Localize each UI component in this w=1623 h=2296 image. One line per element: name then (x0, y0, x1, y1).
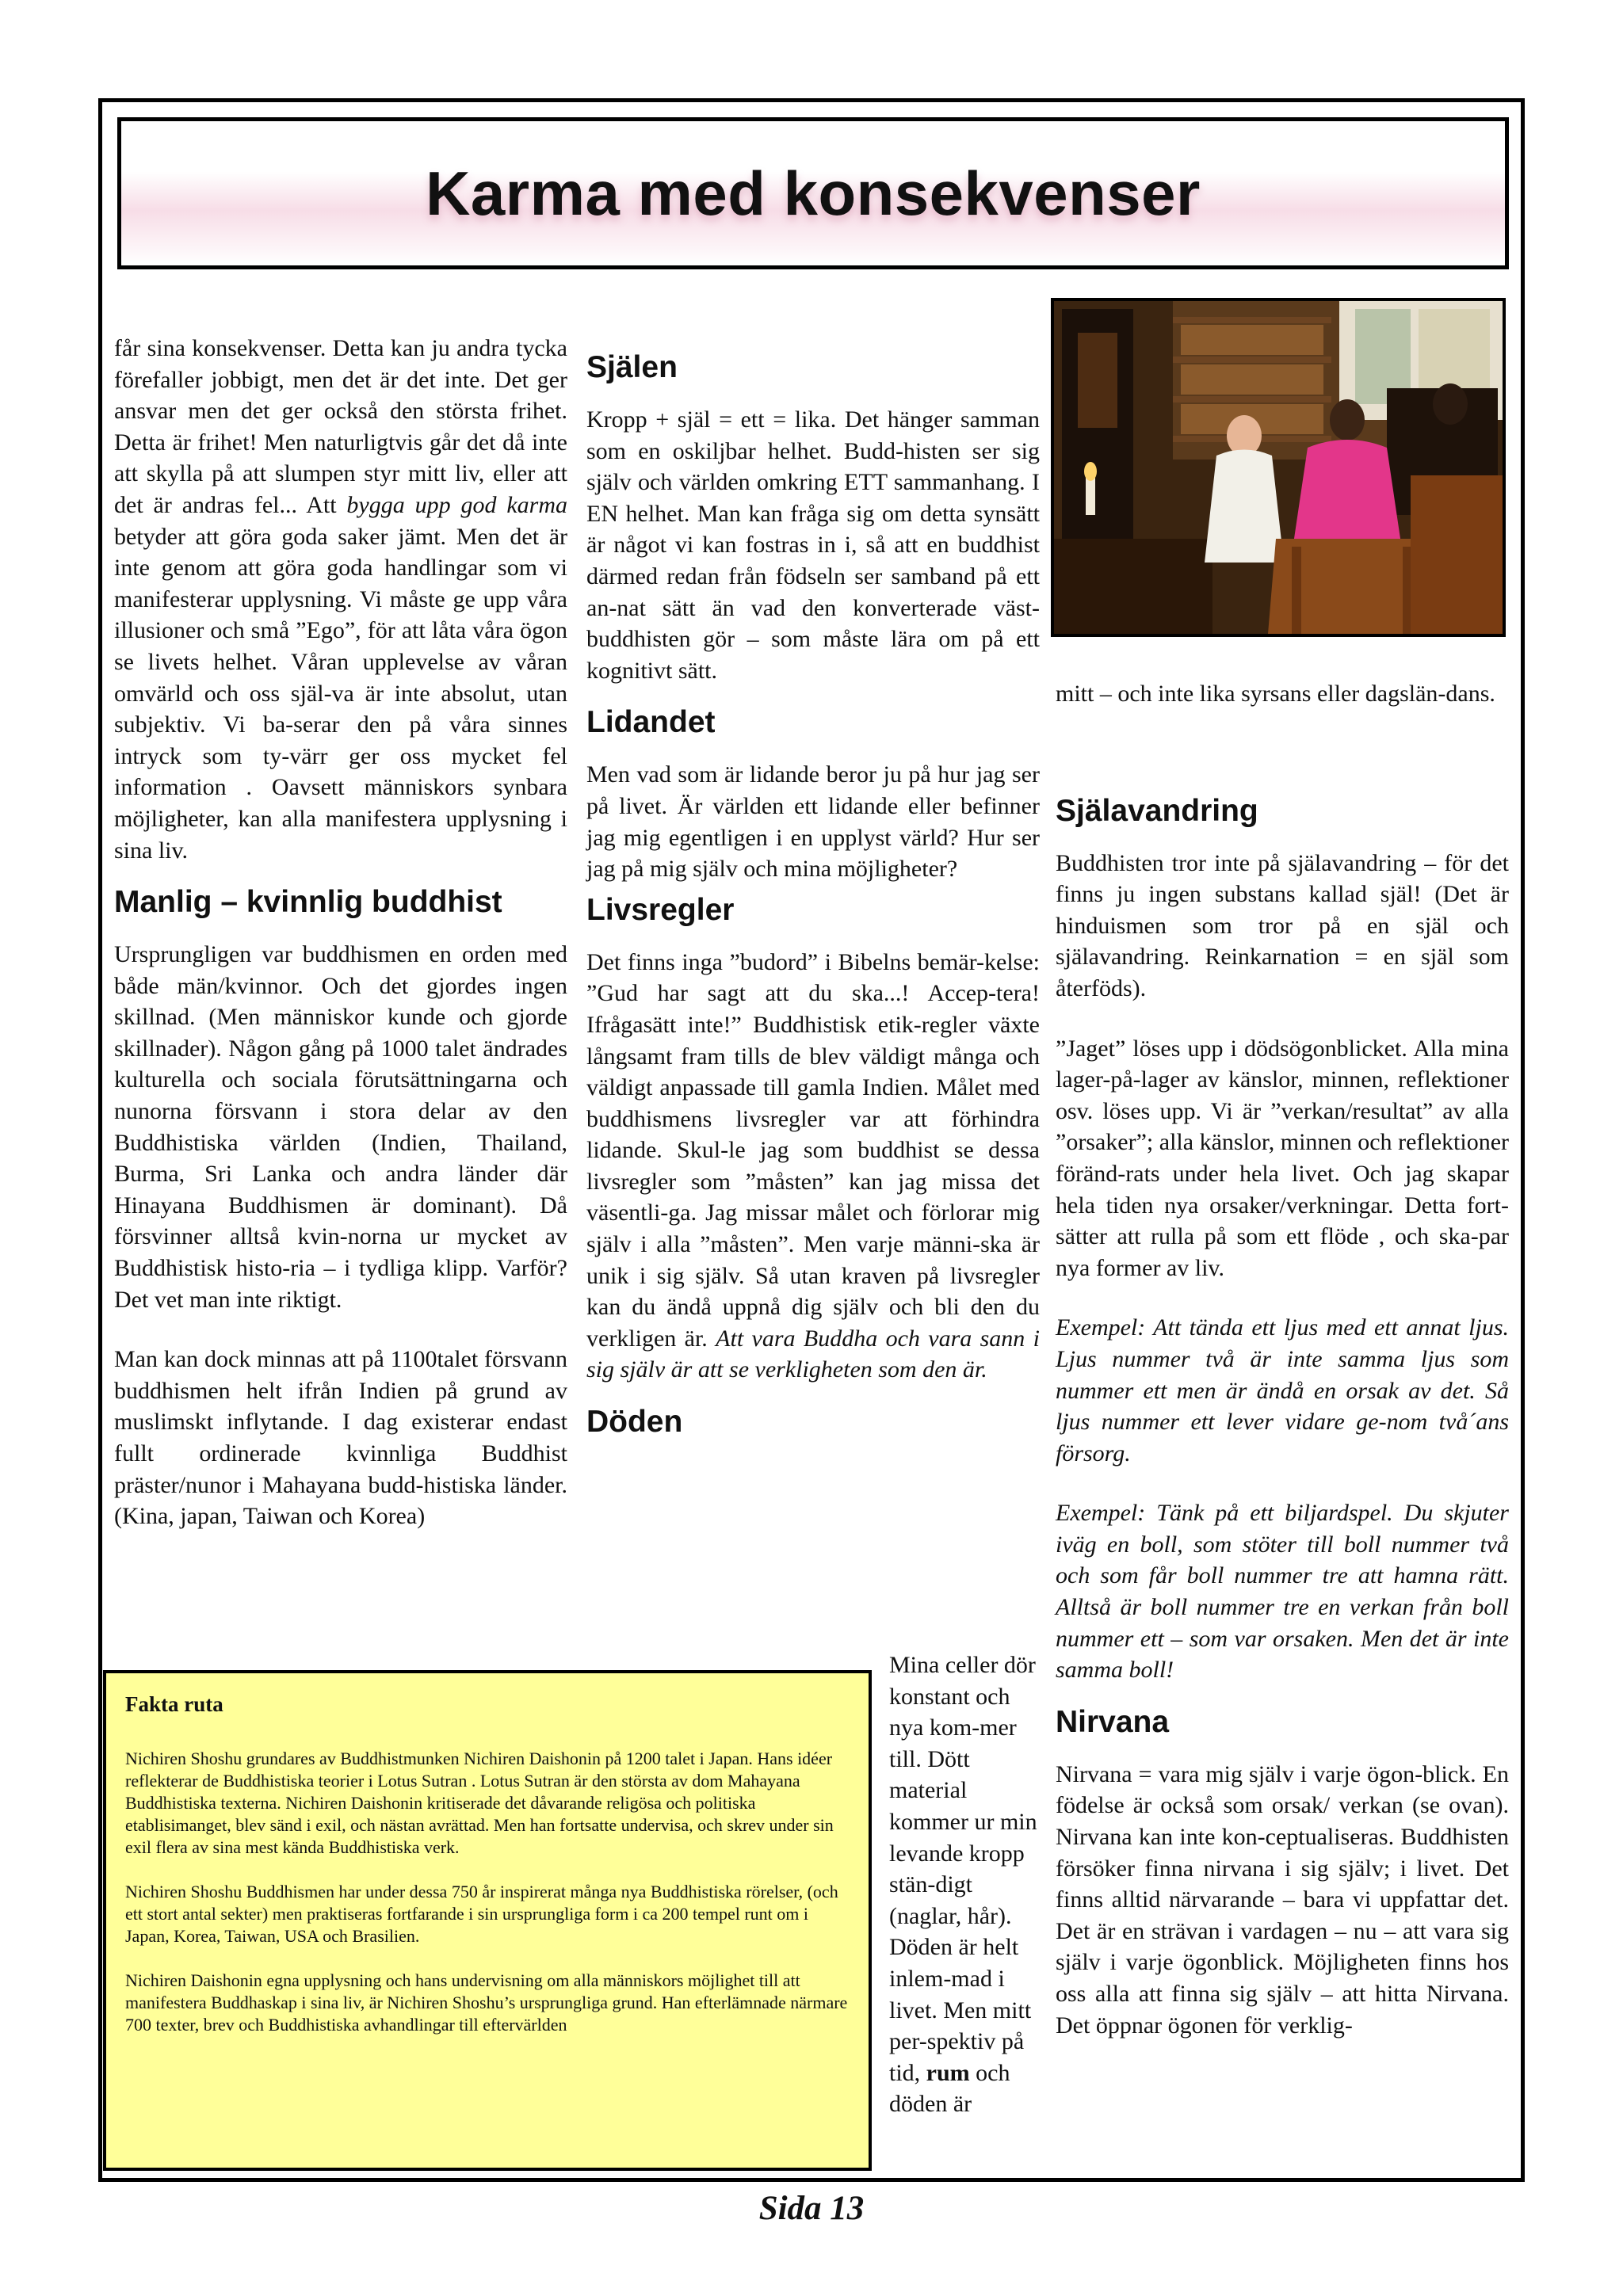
exempel-ljus (1056, 1312, 1509, 1469)
heading-lidandet: Lidandet (586, 705, 716, 740)
fakta-paragraph-2: Nichiren Shoshu Buddhismen har under dessa 750 år inspirerat många nya Buddhistiska rörelser, (och ett stort antal sekter) men praktiseras fortfarande i sin ursprungliga form i ca 200 tempel runt om i Japan, Korea, Taiwan, USA och Brasilien. (125, 1882, 838, 1946)
fakta-box (103, 1670, 872, 2171)
heading-doden: Döden (586, 1405, 683, 1440)
fakta-paragraph-1: Nichiren Shoshu grundares av Buddhistmunken Nichiren Daishonin på 1200 talet i Japan. Hans idéer reflekterar de Buddhistiska teorier i Lotus Sutran . Lotus Sutran är den största av dom Mahayana Buddhistiska texterna. Nichiren Daishonin kritiserade det dåvarande religösa och politiska etablisimanget, blev sänd i exil, och nästan avrättad. Men han fortsatte undervisa, och skrev under sin exil flera av sina mest kända Buddhistiska verk. (125, 1749, 834, 1857)
doden-bold: rum (926, 2059, 970, 2086)
livsregler-italic: Att vara Buddha och vara sann i sig själv är att se verkligheten som den är. (586, 1325, 1040, 1383)
heading-nirvana: Nirvana (1056, 1704, 1170, 1739)
doden-text-2: och döden är (889, 2059, 1010, 2118)
manlig-paragraph-2: Man kan dock minnas att på 1100talet försvann buddhismen helt ifrån Indien på grund av muslimskt inflytande. I dag existerar endast fullt ordinerade kvinnliga Buddhist präster/nunor i Mahayana budd-histiska länder. (Kina, japan, Taiwan och Korea) (114, 1346, 567, 1530)
title-banner (117, 117, 1509, 269)
meditation-photo (1051, 298, 1506, 637)
page-title: Karma med konsekvenser (426, 158, 1201, 228)
intro-text-2: betyder att göra goda saker jämt. Men det är inte genom att göra goda handlingar som vi manifesterar upplysning. Vi måste ge upp våra illusioner och små ”Ego”, för att låta våra ögon se livets helhet. Våran upplevelse av våran omvärld och oss själ-va är inte absolut, utan subjektiv. Vi ba-serar den på våra sinnes intryck som ty-värr ger oss mycket fel information . Oavsett människors synbara möjligheter, kan alla manifestera upplysning i sina liv. (114, 523, 567, 864)
intro-italic: bygga upp god karma (346, 491, 567, 518)
heading-manlig-kvinnlig: Manlig – kvinnlig buddhist (114, 885, 502, 920)
intro-text-1: får sina konsekvenser. Detta kan ju andra tycka förefaller jobbigt, men det är det inte. Det ger ansvar men det ger också den största frihet. Detta är frihet! Men naturligtvis går det då inte att skylla på att slumpen styr mitt liv, eller att det är andras fel... Att (114, 335, 567, 518)
lidandet-paragraph: Men vad som är lidande beror ju på hur jag ser på livet. Är världen ett lidande eller befinner jag mig egentligen i en upplyst värld? Hur ser jag på mig själv och mina möjligheter? (586, 761, 1040, 883)
continued-text: mitt – och inte lika syrsans eller dagslän-dans. (1056, 681, 1495, 707)
sjalavandring-paragraph-1: Buddhisten tror inte på själavandring – för det finns ju ingen substans kallad själ! (Det är hinduismen som tror på en själ och själavandring. Reinkarnation = en själ som återföds). (1056, 849, 1509, 1001)
sjalavandring-paragraph-2: ”Jaget” löses upp i dödsögonblicket. Alla mina lager-på-lager av känslor, minnen, reflektioner osv. löses upp. Vi är ”verkan/resultat” av alla ”orsaker”; alla känslor, minnen och reflektioner föränd-rats under hela livet. Och jag skapar hela tiden nya orsaker/verkningar. Detta fort-sätter att rulla på som ett flöde , och ska-par nya former av liv. (1056, 1035, 1509, 1281)
page-number: Sida 13 (758, 2190, 865, 2227)
heading-livsregler: Livsregler (586, 892, 735, 927)
column-right (1056, 678, 1509, 2041)
heading-sjalavandring: Själavandring (1056, 793, 1258, 828)
heading-sjalen: Själen (586, 350, 678, 384)
fakta-paragraph-3: Nichiren Daishonin egna upplysning och hans undervisning om alla människors möjlighet till att manifestera Buddhaskap i sina liv, är Nichiren Shoshu’s ursprungliga grund. Han efterlämnade närmare 700 texter, brev och Buddhistiska avhandlingar till eftervärlden (125, 1970, 848, 2035)
doden-text-1: Mina celler dör konstant och nya kom-mer till. Dött material kommer ur min levande kropp stän-digt (naglar, hår). Döden är helt inlem-mad i livet. Men mitt per-spektiv på tid, (889, 1652, 1037, 2086)
photo-illustration (1054, 301, 1503, 634)
exempel-biljard (1056, 1497, 1509, 1686)
doden-paragraph (889, 1650, 1048, 2120)
livsregler-text: Det finns inga ”budord” i Bibelns bemär-kelse: ”Gud har sagt att du ska...! Accep-tera! Ifrågasätt inte!” Buddhistisk etik-regler växte långsamt fram tills de blev väldigt många och väldigt anpassade till gamla Indien. Målet med buddhismens livsregler var att förhindra lidande. Skul-le jag som buddhist se dessa livsregler som ”måsten” kan jag missa det väsentli-ga. Jag missar målet och förlorar mig själv i alla ”måsten”. Men varje männi-ska är unik i sig själv. Så utan kraven på livsregler kan du ändå uppnå dig själv och bli den du verkligen är. (586, 948, 1040, 1352)
exempel-biljard-text: Exempel: Tänk på ett biljardspel. Du skjuter iväg en boll, som stöter till boll nummer två och som får boll nummer tre att hamna rätt. Alltså är boll nummer tre en verkan från boll nummer ett – som var orsaken. Men det är inte samma boll! (1056, 1500, 1509, 1684)
intro-paragraph (114, 333, 567, 866)
manlig-paragraph-1: Ursprungligen var buddhismen en orden med både män/kvinnor. Och det gjordes ingen skillnad. (Men människor kunde och gjorde skillnader). Någon gång på 1000 talet ändrades kulturella och sociala förutsättningarna och nunorna försvann i stora delar av den Buddhistiska världen (Indien, Thailand, Burma, Sri Lanka och andra länder där Hinayana Buddhismen är dominant). Då försvinner alltså kvin-norna ur mycket av Buddhistisk histo-ria – i tydliga klipp. Varför? Det vet man inte riktigt. (114, 941, 567, 1313)
nirvana-paragraph: Nirvana = vara mig själv i varje ögon-blick. En födelse är också som orsak/ verkan (se ovan). Nirvana kan inte kon-ceptualiseras. Buddhisten försöker finna nirvana i sig själv; i livet. Det finns alltid närvarande – bara vi uppfattar det. Det är en strävan i vardagen – nu – att vara sig själv i varje ögonblick. Möjligheten finns hos oss alla att finna sig själv – att hitta Nirvana. Det öppnar ögonen för verklig- (1056, 1760, 1509, 2039)
sjalen-paragraph: Kropp + själ = ett = lika. Det hänger samman som en oskiljbar helhet. Budd-histen ser sig själv och världen omkring ETT sammanhang. I EN helhet. Man kan fråga sig om detta synsätt är något vi kan fostras in i, så att en buddhist därmed redan från födseln ser samband på ett an-nat sätt än vad den konverterade väst-buddhisten gör – som måste lära om på ett kognitivt sätt. (586, 406, 1040, 684)
fakta-title: Fakta ruta (125, 1692, 223, 1716)
exempel-ljus-text: Exempel: Att tända ett ljus med ett annat ljus. Ljus nummer två är inte samma ljus som nummer ett men är ändå en orsak av det. Så ljus nummer ett lever vidare ge-nom två´ans försorg. (1056, 1314, 1509, 1466)
column-left (114, 333, 567, 1532)
column-middle (586, 349, 1040, 1441)
livsregler-paragraph (586, 947, 1040, 1386)
